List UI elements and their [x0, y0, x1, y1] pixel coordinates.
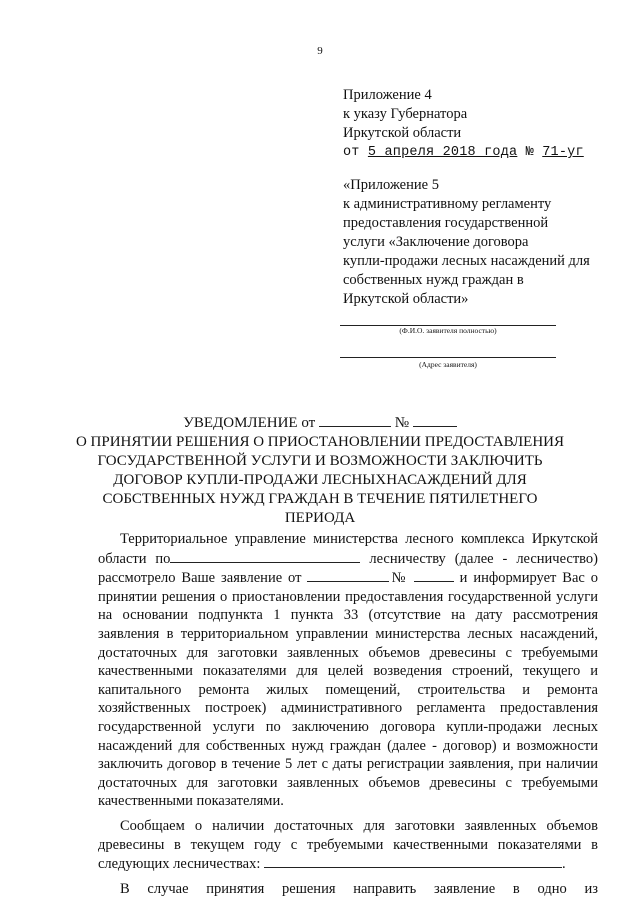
title-line: О ПРИНЯТИИ РЕШЕНИЯ О ПРИОСТАНОВЛЕНИИ ПРЕДОСТАВЛЕНИЯ [75, 434, 565, 450]
p1-rest: и информирует Вас о принятии решения о приостановлении предоставления государственной услуги на основании подпункта 1 пункта 33 (отсутствие на дату рассмотрения заявления в территориальном управлении министерства лесных насаждений, достаточных для заготовки заявленных объемов древесины с требуемыми качественными показателями для целей возведения строений, текущего и капитального ремонта жилых помещений, строительства и ремонта хозяйственных построек) административного регламента предоставления государственной услуги по заключению договора купли-продажи лесных насаждений для собственных нужд граждан (далее - договор) и возможности заключить договор в течение 5 лет с даты регистрации заявления, при наличии достаточных для заготовки заявленных объемов древесины с требуемыми качественными показателями. [98, 570, 599, 810]
annex-line: Иркутской области [343, 125, 462, 141]
regulation-line: Иркутской области» [343, 291, 469, 307]
applicant-address-caption: (Адрес заявителя) [419, 360, 477, 369]
regulation-line: предоставления государственной [343, 215, 549, 231]
p1-number-sign: № [389, 570, 408, 587]
application-date-field[interactable] [307, 568, 389, 582]
application-number-field[interactable] [414, 568, 454, 582]
regulation-line: собственных нужд граждан в [343, 272, 524, 288]
title-line: ПЕРИОДА [284, 510, 356, 526]
regulation-line: услуги «Заключение договора [343, 234, 529, 250]
notice-word: УВЕДОМЛЕНИЕ от [183, 415, 316, 431]
notice-heading [70, 412, 570, 433]
annex-title: Приложение 4 [343, 87, 432, 103]
title-line: ДОГОВОР КУПЛИ-ПРОДАЖИ ЛЕСНЫХНАСАЖДЕНИЙ ДЛЯ [113, 472, 527, 488]
regulation-line: купли-продажи лесных насаждений для [343, 253, 590, 269]
decree-number: 71-уг [542, 145, 584, 160]
p1-middle: лесничеству (далее - лесничество) рассмотрело Ваше заявление от [98, 550, 598, 587]
regulation-annex [343, 176, 613, 309]
page-number: 9 [317, 45, 323, 57]
title-line: СОБСТВЕННЫХ НУЖД ГРАЖДАН В ТЕЧЕНИЕ ПЯТИЛЕТНЕГО [102, 491, 538, 507]
decree-reference [343, 143, 584, 162]
notice-body [98, 530, 598, 898]
forestries-list-field[interactable] [264, 854, 562, 868]
p1-start: Территориальное управление министерства лесного комплекса Иркутской области по [98, 531, 598, 567]
annex-line: к указу Губернатора [343, 106, 468, 122]
body-paragraph-3: В случае принятия решения направить заявление в одно из [120, 880, 598, 897]
applicant-address-field[interactable] [340, 357, 556, 358]
notice-number-field[interactable] [413, 412, 457, 427]
body-paragraph-1 [98, 530, 598, 811]
notice-number-sign: № [394, 415, 410, 431]
applicant-name-caption: (Ф.И.О. заявителя полностью) [399, 326, 497, 335]
decree-prefix: от [343, 145, 368, 160]
decree-date: 5 апреля 2018 года [367, 145, 518, 160]
notice-date-field[interactable] [319, 412, 391, 427]
p2-end: . [562, 856, 566, 873]
regulation-line: к административному регламенту [343, 196, 552, 212]
forestry-name-field[interactable] [170, 549, 360, 563]
title-line: ГОСУДАРСТВЕННОЙ УСЛУГИ И ВОЗМОЖНОСТИ ЗАКЛЮЧИТЬ [97, 453, 543, 469]
body-paragraph-2 [98, 817, 598, 874]
p2-text: Сообщаем о наличии достаточных для заготовки заявленных объемов древесины в текущем году с требуемыми качественными показателями в следующих лесничествах: [98, 817, 598, 873]
decree-number-sign: № [517, 145, 543, 160]
regulation-line: «Приложение 5 [343, 177, 439, 193]
annex-header [343, 86, 584, 162]
notice-title [70, 412, 570, 528]
